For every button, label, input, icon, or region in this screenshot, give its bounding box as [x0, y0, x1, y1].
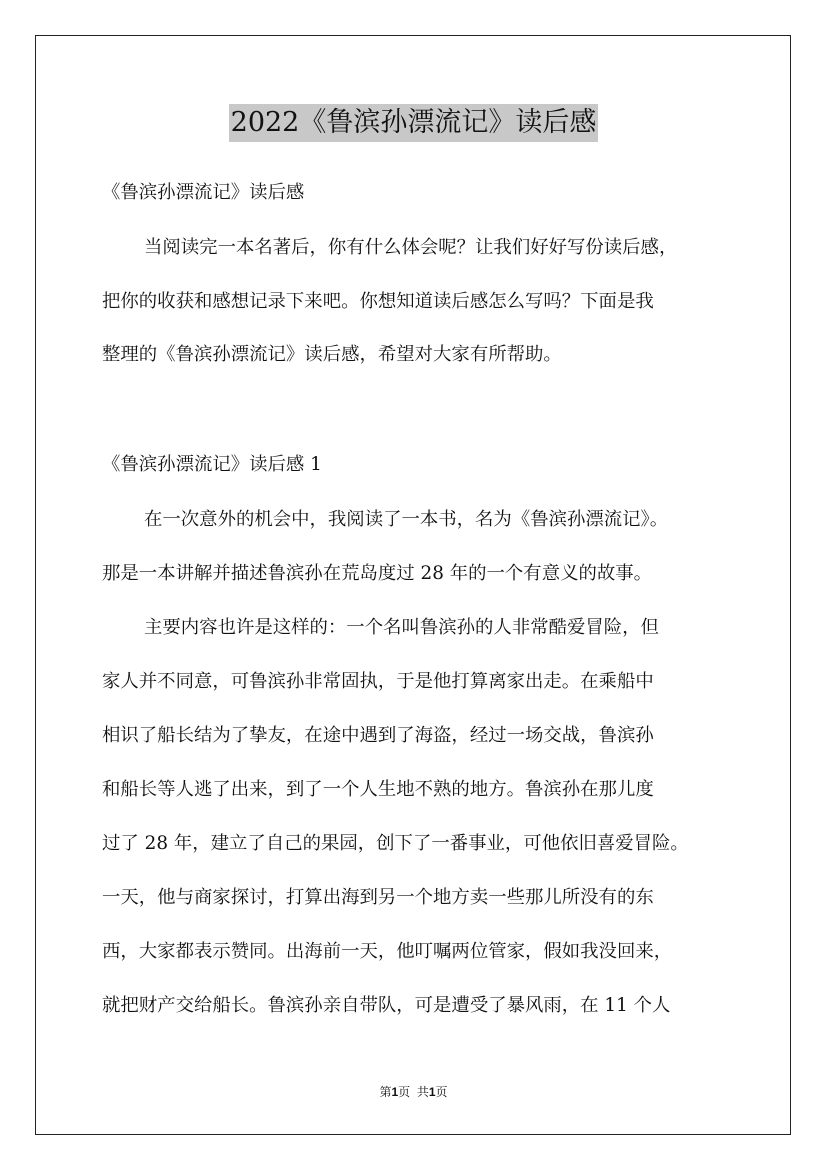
intro-line-3: 整理的《鲁滨孙漂流记》读后感，希望对大家有所帮助。 — [102, 344, 562, 365]
intro-line-2: 把你的收获和感想记录下来吧。你想知道读后感怎么写吗？下面是我 — [102, 291, 654, 312]
footer-page-number: 1 — [391, 1085, 399, 1099]
footer-total-suffix: 页 — [435, 1085, 448, 1099]
para2-line-2: 家人并不同意，可鲁滨孙非常固执，于是他打算离家出走。在乘船中 — [102, 671, 654, 692]
page-footer — [0, 1084, 827, 1100]
para2-line-3: 相识了船长结为了挚友，在途中遇到了海盗，经过一场交战，鲁滨孙 — [102, 725, 654, 746]
footer-page-mid: 页 — [398, 1085, 411, 1099]
intro-line-1: 当阅读完一本名著后，你有什么体会呢？让我们好好写份读后感， — [144, 237, 678, 258]
para2-line-6: 一天，他与商家探讨，打算出海到另一个地方卖一些那儿所没有的东 — [102, 887, 654, 908]
footer-total-number: 1 — [428, 1085, 436, 1099]
para2-line-8: 就把财产交给船长。鲁滨孙亲自带队，可是遭受了暴风雨，在 11 个人 — [102, 995, 671, 1016]
subtitle: 《鲁滨孙漂流记》读后感 — [102, 182, 305, 203]
section-heading: 《鲁滨孙漂流记》读后感 1 — [102, 454, 322, 475]
document-title: 2022《鲁滨孙漂流记》读后感 — [229, 104, 599, 142]
para1-line-2: 那是一本讲解并描述鲁滨孙在荒岛度过 28 年的一个有意义的故事。 — [102, 563, 653, 584]
para1-line-1: 在一次意外的机会中，我阅读了一本书，名为《鲁滨孙漂流记》。 — [144, 509, 669, 530]
para2-line-5: 过了 28 年，建立了自己的果园，创下了一番事业，可他依旧喜爱冒险。 — [102, 833, 689, 854]
title-container — [0, 104, 827, 142]
para2-line-4: 和船长等人逃了出来，到了一个人生地不熟的地方。鲁滨孙在那儿度 — [102, 779, 654, 800]
para2-line-1: 主要内容也许是这样的：一个名叫鲁滨孙的人非常酷爱冒险，但 — [144, 617, 659, 638]
para2-line-7: 西，大家都表示赞同。出海前一天，他叮嘱两位管家，假如我没回来， — [102, 941, 673, 962]
footer-total-prefix: 共 — [416, 1085, 429, 1099]
footer-page-prefix: 第 — [379, 1085, 392, 1099]
